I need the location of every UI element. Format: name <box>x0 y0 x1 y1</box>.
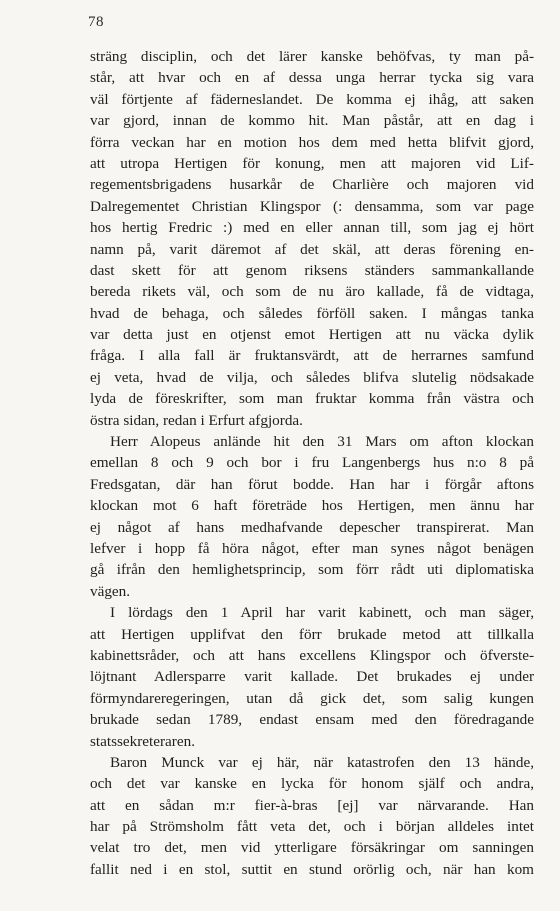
text-line: Dalregementet Christian Klingspor (: densamma, som var page <box>90 197 534 215</box>
text-line: namn på, varit däremot af det skäl, att deras förening en- <box>90 240 534 258</box>
page-number: 78 <box>88 14 104 30</box>
text-line: vägen. <box>90 582 131 600</box>
text-line: löjtnant Adlersparre varit kallade. Det brukades ej under <box>90 668 534 686</box>
text-line: förra veckan har en motion hos dem med hetta blifvit gjord, <box>90 133 534 151</box>
text-line: Fredsgatan, där han förut bodde. Han har i förgår aftons <box>90 475 534 493</box>
body-text <box>90 46 534 880</box>
text-line: ej veta, hvad de vilja, och således blifva slutelig nödsakade <box>90 368 534 386</box>
paragraph-3 <box>90 602 534 752</box>
text-line: var detta just en otjenst emot Hertigen att nu väcka dylik <box>90 326 534 344</box>
text-line: ej något af hans medhafvande depescher transpirerat. Man <box>90 518 534 536</box>
text-line: och det var kanske en lycka för honom själf och andra, <box>90 775 534 793</box>
text-line: kabinettsråder, och att hans excellens Klingspor och öfverste- <box>90 646 534 664</box>
text-line: sträng disciplin, och det lärer kanske behöfvas, ty man på- <box>90 48 534 65</box>
text-line: fallit ned i en stol, suttit en stund orörlig och, när han kom <box>90 860 534 878</box>
text-line: bereda rikets väl, och som de nu äro kallade, få de vidtaga, <box>90 283 534 301</box>
text-line: velat tro det, men vid ytterligare försäkringar om sanningen <box>90 839 534 857</box>
text-line: har på Strömsholm fått veta det, och i början alldeles intet <box>90 818 534 836</box>
text-line: att en sådan m:r fier-à-bras [ej] var närvarande. Han <box>90 796 534 814</box>
text-line: klockan mot 6 haft företräde hos Hertigen, men ännu har <box>90 497 534 515</box>
paragraph-1 <box>90 46 534 431</box>
text-line: gå ifrån den hemlighetsprincip, som förr rådt uti diplomatiska <box>90 561 534 579</box>
text-line: förmyndareregeringen, utan då gick det, som salig kungen <box>90 689 534 707</box>
text-line: brukade sedan 1789, endast ensam med den föredragande <box>90 711 534 729</box>
text-line: väl förtjente af fäderneslandet. De komma ej ihåg, att saken <box>90 90 534 108</box>
text-line: står, att hvar och en af dessa unga herrar tycka sig vara <box>90 69 534 87</box>
text-line: lefver i hopp få höra något, efter man synes något benägen <box>90 539 534 557</box>
text-line: att Hertigen upplifvat den förr brukade metod att tillkalla <box>90 625 534 643</box>
text-line: lyda de föreskrifter, som man fruktar komma från västra och <box>90 390 534 408</box>
text-line: regementsbrigadens husarkår de Charlière och majoren vid <box>90 176 534 194</box>
text-line: östra sidan, redan i Erfurt afgjorda. <box>90 411 303 429</box>
text-line: Herr Alopeus anlände hit den 31 Mars om afton klockan <box>110 433 534 451</box>
text-line: att utropa Hertigen för konung, men att majoren vid Lif- <box>90 154 534 172</box>
text-line: fråga. I alla fall är fruktansvärdt, att de herrarnes samfund <box>90 347 534 365</box>
paragraph-2 <box>90 431 534 602</box>
text-line: dast skett för att genom riksens ständers sammankallande <box>90 261 534 279</box>
text-line: Baron Munck var ej här, när katastrofen den 13 hände, <box>110 753 534 771</box>
paragraph-4 <box>90 752 534 880</box>
text-line: statssekreteraren. <box>90 732 195 750</box>
text-line: var gjord, innan de kommo hit. Man påstår, att en dag i <box>90 112 534 130</box>
text-line: emellan 8 och 9 och bor i fru Langenbergs hus n:o 8 på <box>90 454 534 472</box>
text-line: hvad de behaga, och således förföll saken. I mångas tanka <box>90 304 534 322</box>
text-line: hos hertig Fredric :) med en eller annan till, som jag ej hört <box>90 219 534 237</box>
text-line: I lördags den 1 April har varit kabinett, och man säger, <box>110 604 534 622</box>
